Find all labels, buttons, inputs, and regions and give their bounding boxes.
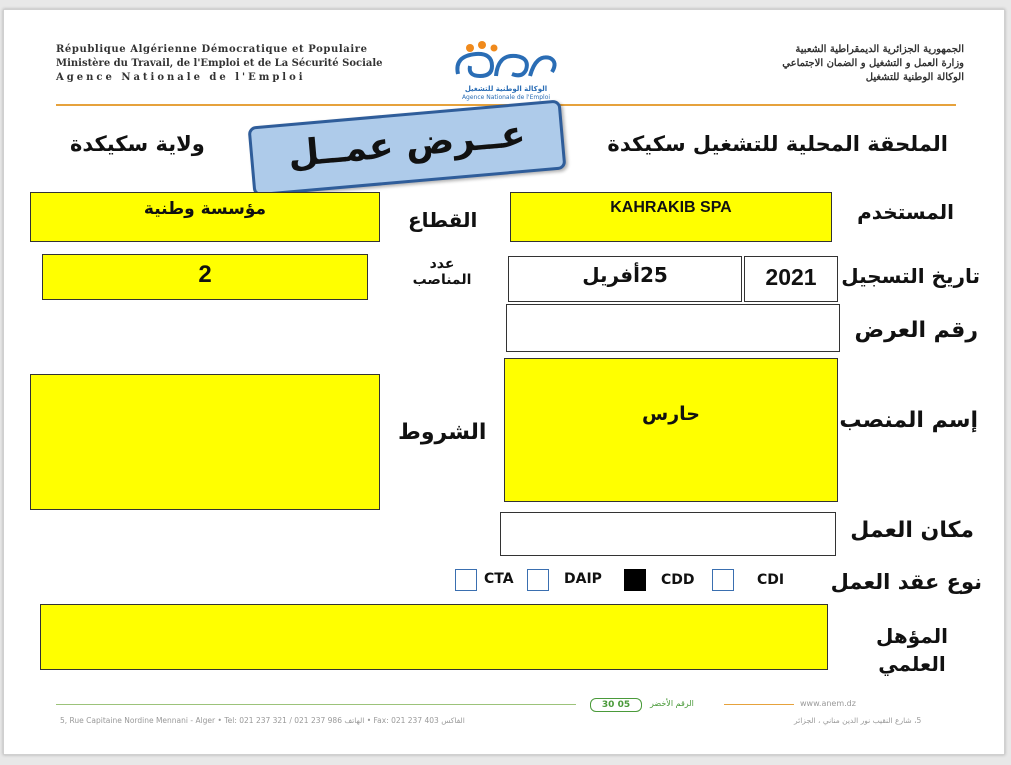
- logo-caption-ar: الوكالة الوطنية للتشغيل: [464, 85, 548, 93]
- footer-address-fr: 5, Rue Capitaine Nordine Mennani - Alger • Tel: 021 237 321 / 021 237 986 الهاتف • Fax: 021 237 403 الفاكس: [60, 716, 465, 725]
- reg-year-value: 2021: [765, 264, 817, 290]
- offer-stamp-text: عــرض عمــل: [286, 113, 528, 176]
- qualification-field: [40, 604, 828, 670]
- offer-number-label: رقم العرض: [854, 318, 978, 343]
- footer-rule-right: [724, 704, 794, 705]
- cdi-label: CDI: [757, 572, 785, 588]
- job-title-label: إسم المنصب: [839, 408, 978, 433]
- green-number-label: الرقم الأخضر: [650, 699, 694, 708]
- job-title-value: حارس: [642, 403, 700, 425]
- daip-checkbox[interactable]: [527, 569, 549, 591]
- job-title-field: [504, 358, 838, 502]
- reg-day-month-field: [508, 256, 742, 302]
- document-page: [3, 9, 1005, 755]
- daip-label: DAIP: [564, 571, 602, 587]
- anem-logo: [446, 40, 566, 102]
- offer-stamp: [248, 99, 567, 196]
- qualification-label: المؤهل العلمي: [875, 624, 948, 676]
- cdd-label: CDD: [661, 572, 695, 588]
- wilaya-title: ولاية سكيكدة: [70, 132, 205, 156]
- employer-value: KAHRAKIB SPA: [610, 199, 732, 216]
- employer-label: المستخدم: [857, 200, 954, 224]
- sector-value: مؤسسة وطنية: [143, 199, 267, 219]
- header-ar-line1: الجمهورية الجزائرية الديمقراطية الشعبية: [795, 44, 964, 55]
- header-fr-line1: République Algérienne Démocratique et Populaire: [56, 44, 368, 55]
- offer-number-field: [506, 304, 840, 352]
- footer-rule-left: [56, 704, 576, 705]
- cta-checkbox[interactable]: [455, 569, 477, 591]
- reg-year-field: [744, 256, 838, 302]
- contract-type-label: نوع عقد العمل: [830, 570, 982, 594]
- header-fr-line3: Agence Nationale de l'Emploi: [56, 72, 306, 83]
- cta-label: CTA: [484, 571, 514, 587]
- work-place-label: مكان العمل: [850, 518, 974, 543]
- employer-field: [510, 192, 832, 242]
- positions-count-field: [42, 254, 368, 300]
- positions-count-value: 2: [198, 261, 212, 288]
- cdd-checkbox[interactable]: [624, 569, 646, 591]
- positions-count-label: عدد المناصب: [412, 256, 472, 288]
- green-number-badge: 30 05: [590, 698, 642, 712]
- logo-caption-fr: Agence Nationale de l'Emploi: [461, 94, 551, 101]
- work-place-field: [500, 512, 836, 556]
- anem-logo-icon: [446, 40, 566, 88]
- reg-date-label: تاريخ التسجيل: [841, 264, 980, 288]
- conditions-field: [30, 374, 380, 510]
- sector-field: [30, 192, 380, 242]
- cdi-checkbox[interactable]: [712, 569, 734, 591]
- website-text[interactable]: www.anem.dz: [800, 699, 856, 708]
- conditions-label: الشروط: [398, 420, 487, 445]
- sector-label: القطاع: [408, 208, 478, 232]
- header-ar-line2: وزارة العمل و التشغيل و الضمان الاجتماعي: [782, 58, 964, 69]
- reg-day-month-value: 25أفريل: [582, 263, 668, 287]
- footer-address-ar: 5، شارع النقيب نور الدين مناني ، الجزائر: [794, 716, 922, 725]
- header-fr-line2: Ministère du Travail, de l'Emploi et de La Sécurité Sociale: [56, 58, 383, 69]
- local-agency-title: الملحقة المحلية للتشغيل سكيكدة: [607, 132, 948, 156]
- header-ar-line3: الوكالة الوطنية للتشغيل: [865, 72, 964, 83]
